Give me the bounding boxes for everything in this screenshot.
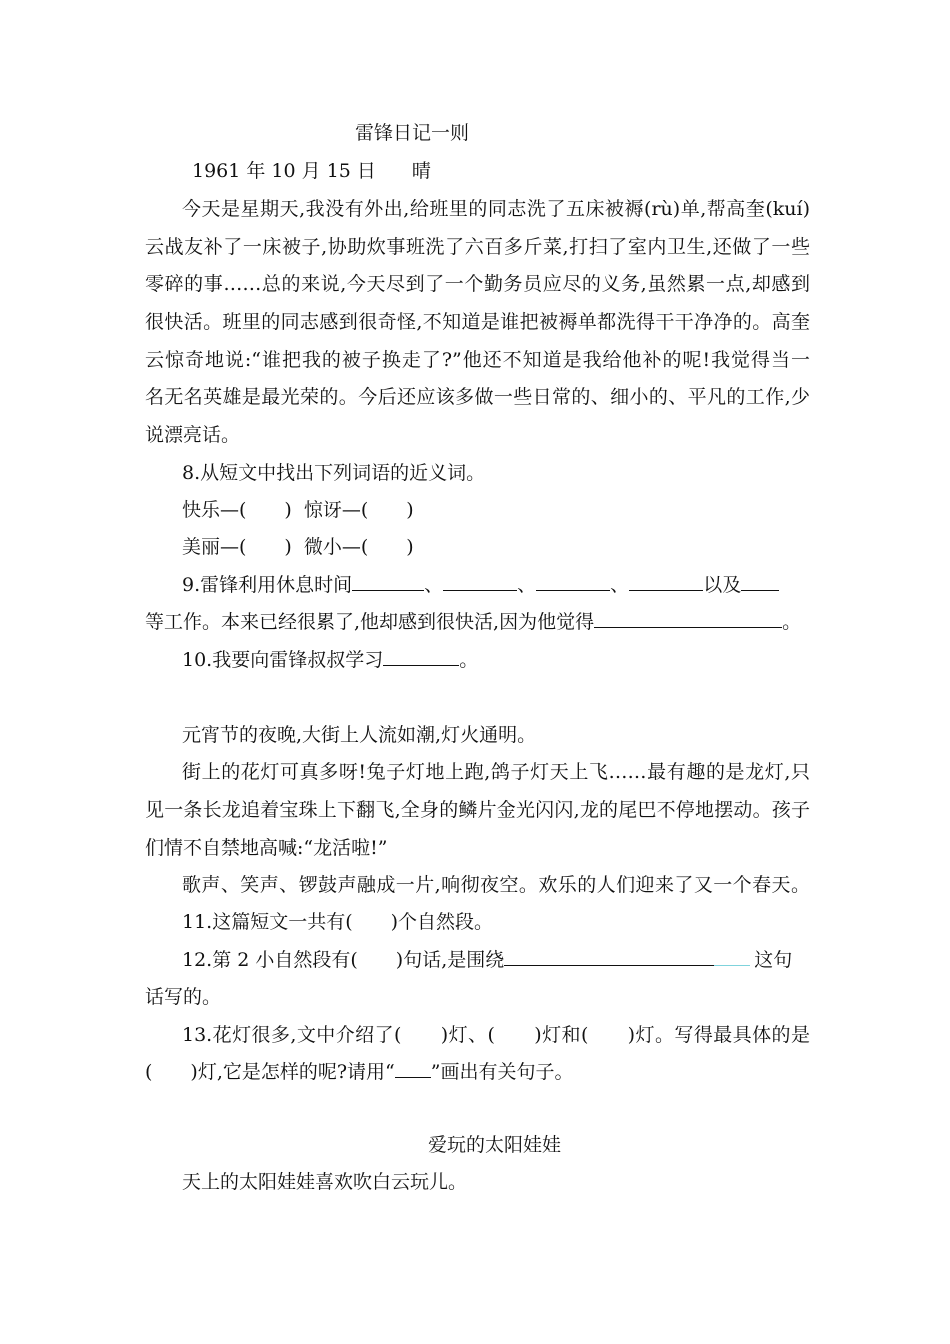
passage2-p2-line-3: 们情不自禁地高喊:“龙活啦!” xyxy=(145,837,388,859)
q9-text-2: 等工作。本来已经很累了,他却感到很快活,因为他觉得 xyxy=(145,611,595,633)
q9-blank-6[interactable] xyxy=(594,607,782,628)
passage1-title: 雷锋日记一则 xyxy=(355,122,470,144)
q9-yiji: 以及 xyxy=(703,574,742,596)
q9-text: 9.雷锋利用休息时间 xyxy=(182,574,353,596)
question-10 xyxy=(182,645,478,675)
passage1-line-1: 今天是星期天,我没有外出,给班里的同志洗了五床被褥(rù)单,帮高奎(kuí) xyxy=(182,198,810,220)
q8-jingya: 惊讶—( ) xyxy=(303,499,414,521)
q12-blank-ext[interactable] xyxy=(714,945,750,966)
q9-blank-2[interactable] xyxy=(443,570,517,591)
diary-date: 1961 年 10 月 15 日 xyxy=(192,160,376,182)
q9-sep-3: 、 xyxy=(610,574,630,596)
q9-sep-1: 、 xyxy=(424,574,444,596)
q8-weixiao: 微小—( ) xyxy=(303,536,414,558)
q12-blank[interactable] xyxy=(504,945,714,966)
question-12-line-2: 话写的。 xyxy=(145,986,222,1008)
diary-weather: 晴 xyxy=(411,160,431,182)
q8-meili: 美丽—( ) xyxy=(182,536,292,558)
question-8: 8.从短文中找出下列词语的近义词。 xyxy=(182,462,486,484)
q9-blank-1[interactable] xyxy=(352,570,424,591)
q13-text-2: ”画出有关句子。 xyxy=(430,1061,574,1083)
q13-text: ( )灯,它是怎样的呢?请用“ xyxy=(145,1061,395,1083)
q9-blank-4[interactable] xyxy=(629,570,703,591)
passage2-p2-line-2: 见一条长龙追着宝珠上下翻飞,全身的鳞片金光闪闪,龙的尾巴不停地摆动。孩子 xyxy=(145,799,810,821)
q13-underline-sample xyxy=(395,1057,431,1078)
question-13-line-2 xyxy=(145,1057,573,1087)
passage1-line-4: 很快活。班里的同志感到很奇怪,不知道是谁把被褥单都洗得干干净净的。高奎 xyxy=(145,311,810,333)
q10-text: 10.我要向雷锋叔叔学习 xyxy=(182,649,384,671)
passage2-p1: 元宵节的夜晚,大街上人流如潮,灯火通明。 xyxy=(182,724,537,746)
passage3-p1: 天上的太阳娃娃喜欢吹白云玩儿。 xyxy=(182,1171,468,1193)
diary-date-line xyxy=(192,156,431,186)
question-9-line-1 xyxy=(182,570,779,600)
question-12-line-1 xyxy=(182,945,792,975)
passage1-line-3: 零碎的事……总的来说,今天尽到了一个勤务员应尽的义务,虽然累一点,却感到 xyxy=(145,273,810,295)
passage1-line-6: 名无名英雄是最光荣的。今后还应该多做一些日常的、细小的、平凡的工作,少 xyxy=(145,386,810,408)
q9-blank-3[interactable] xyxy=(536,570,610,591)
q8-row-1 xyxy=(182,495,414,525)
q8-kuaile: 快乐—( ) xyxy=(182,499,292,521)
passage1-line-5: 云惊奇地说:“谁把我的被子换走了?”他还不知道是我给他补的呢!我觉得当一 xyxy=(145,349,810,371)
q10-end: 。 xyxy=(459,649,479,671)
q12-text-2: 这句 xyxy=(754,949,793,971)
question-13-line-1: 13.花灯很多,文中介绍了( )灯、( )灯和( )灯。写得最具体的是 xyxy=(182,1024,810,1046)
question-9-line-2 xyxy=(145,607,801,637)
q10-blank[interactable] xyxy=(383,645,459,666)
passage1-line-7: 说漂亮话。 xyxy=(145,424,241,446)
question-11: 11.这篇短文一共有( )个自然段。 xyxy=(182,911,494,933)
q9-end: 。 xyxy=(782,611,802,633)
q8-row-2 xyxy=(182,532,414,562)
q9-sep-2: 、 xyxy=(517,574,537,596)
passage1-line-2: 云战友补了一床被子,协助炊事班洗了六百多斤菜,打扫了室内卫生,还做了一些 xyxy=(145,236,810,258)
passage3-title: 爱玩的太阳娃娃 xyxy=(428,1134,562,1156)
passage2-p3: 歌声、笑声、锣鼓声融成一片,响彻夜空。欢乐的人们迎来了又一个春天。 xyxy=(182,874,810,896)
q9-blank-5[interactable] xyxy=(741,570,779,591)
passage2-p2-line-1: 街上的花灯可真多呀!兔子灯地上跑,鸽子灯天上飞……最有趣的是龙灯,只 xyxy=(182,761,810,783)
q12-text: 12.第 2 小自然段有( )句话,是围绕 xyxy=(182,949,505,971)
